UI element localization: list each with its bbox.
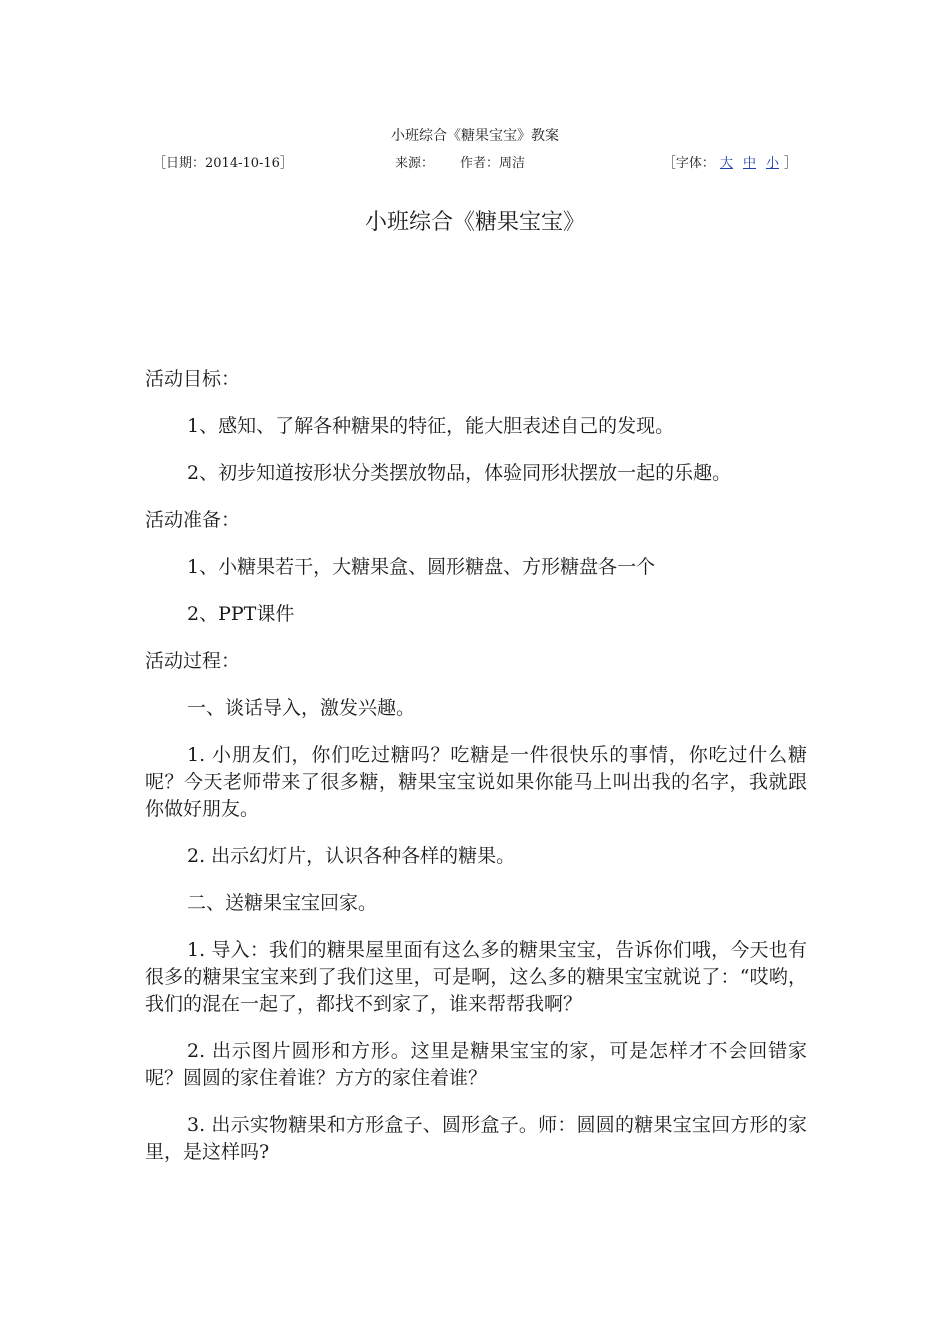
meta-row [145, 154, 805, 174]
paragraph: 二、送糖果宝宝回家。 [187, 892, 378, 914]
document-body [145, 366, 807, 1186]
paragraph: 2. 出示图片圆形和方形。这里是糖果宝宝的家，可是怎样才不会回错家呢？圆圆的家住着谁？方方的家住着谁？ [145, 1040, 807, 1089]
font-size-prefix: ［字体： [662, 156, 715, 171]
paragraph: 1. 导入：我们的糖果屋里面有这么多的糖果宝宝，告诉你们哦，今天也有很多的糖果宝宝来到了我们这里，可是啊，这么多的糖果宝宝就说了：“哎哟，我们的混在一起了，都找不到家了，谁来帮帮我啊？ [145, 939, 807, 1015]
section-heading-process: 活动过程： [145, 650, 241, 672]
paragraph: 1、小糖果若干，大糖果盒、圆形糖盘、方形糖盘各一个 [187, 556, 656, 578]
font-size-suffix: ］ [783, 156, 797, 171]
section-heading-goals: 活动目标： [145, 368, 241, 390]
section-heading-preparation: 活动准备： [145, 509, 241, 531]
font-size-medium-link[interactable]: 中 [742, 156, 756, 171]
paragraph: 2、PPT课件 [187, 603, 295, 625]
paragraph: 2. 出示幻灯片，认识各种各样的糖果。 [187, 845, 516, 867]
font-size-large-link[interactable]: 大 [719, 156, 733, 171]
source-label: 来源： [395, 156, 435, 171]
page-header-title: 小班综合《糖果宝宝》教案 [391, 128, 559, 144]
author-label: 作者：周洁 [460, 156, 526, 171]
paragraph: 1、感知、了解各种糖果的特征，能大胆表述自己的发现。 [187, 415, 675, 437]
font-size-small-link[interactable]: 小 [765, 156, 779, 171]
document-title: 小班综合《糖果宝宝》 [364, 210, 585, 235]
paragraph: 2、初步知道按形状分类摆放物品，体验同形状摆放一起的乐趣。 [187, 462, 732, 484]
publish-date: ［日期：2014-10-16］ [153, 156, 293, 171]
font-size-selector [663, 154, 797, 174]
paragraph: 1. 小朋友们，你们吃过糖吗？吃糖是一件很快乐的事情，你吃过什么糖呢？今天老师带来了很多糖，糖果宝宝说如果你能马上叫出我的名字，我就跟你做好朋友。 [145, 744, 807, 820]
paragraph: 一、谈话导入，激发兴趣。 [187, 697, 416, 719]
paragraph: 3. 出示实物糖果和方形盒子、圆形盒子。师：圆圆的糖果宝宝回方形的家里，是这样吗? [145, 1114, 807, 1163]
